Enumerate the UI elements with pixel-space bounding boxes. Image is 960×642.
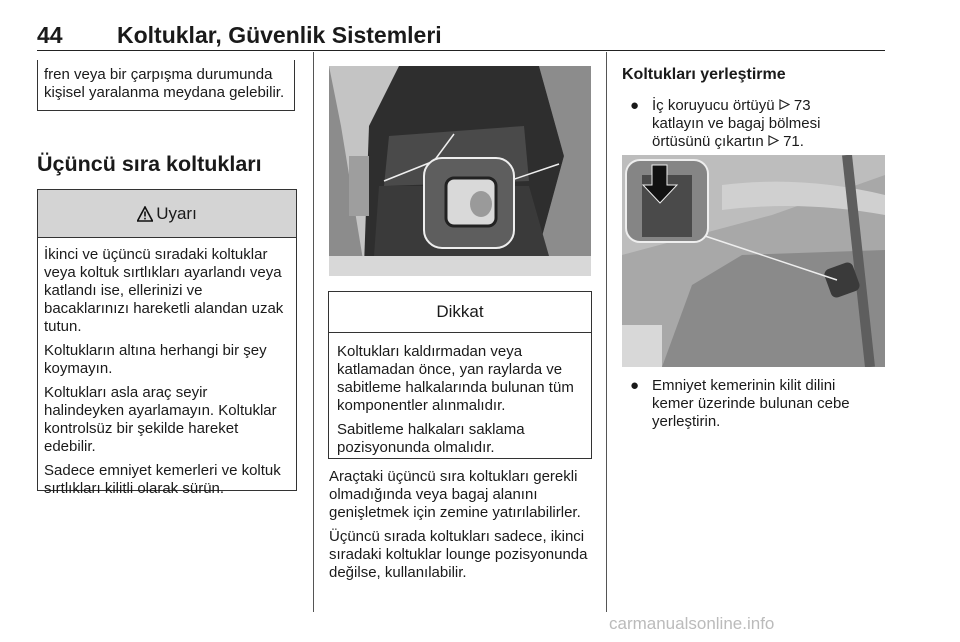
page-reference-arrow-icon: [768, 133, 779, 150]
seatbelt-photo: [622, 155, 885, 367]
warning-triangle-icon: [137, 206, 153, 222]
body-paragraph: Araçtaki üçüncü sıra koltukları gerekli olmadığında veya bagaj alanını genişletmek için zemine yatırılabilirler.: [329, 468, 581, 521]
page-reference-arrow-icon: [779, 97, 790, 114]
warning-box-continuation: [37, 60, 295, 111]
list-item: [622, 97, 862, 151]
page-number: 44: [37, 22, 63, 48]
warning-header: [38, 190, 296, 238]
warning-paragraph: Koltukların altına herhangi bir şey koymayın.: [44, 342, 267, 377]
list-item-text: İç koruyucu örtüyü: [652, 97, 775, 114]
page-reference: 73: [793, 97, 811, 114]
cargo-area-photo: [329, 66, 591, 276]
watermark: carmanualsonline.info: [609, 614, 775, 633]
section-heading: Üçüncü sıra koltukları: [37, 152, 262, 176]
column-divider-2: [606, 52, 607, 612]
warning-continuation-text: fren veya bir çarpışma durumunda kişisel yaralanma meydana gelebilir.: [44, 66, 285, 101]
subsection-heading: Koltukları yerleştirme: [622, 66, 786, 83]
body-text: [329, 468, 599, 588]
warning-title: Uyarı: [156, 203, 197, 223]
notice-paragraph: Sabitleme halkaları saklama pozisyonunda olmalıdır.: [337, 421, 525, 456]
list-item: [622, 377, 872, 431]
notice-paragraph: Koltukları kaldırmadan veya katlamadan önce, yan raylarda ve sabitleme halkalarında bulunan tüm komponentler alınmalıdır.: [337, 343, 574, 414]
warning-paragraph: İkinci ve üçüncü sıradaki koltuklar veya koltuk sırtlıkları ayarlandı veya katlandı ise, ellerinizi ve bacaklarınızı hareketli alandan uzak tutun.: [44, 246, 284, 335]
bullet-dot: ●: [630, 97, 640, 114]
warning-body: [38, 238, 296, 498]
page-header: [37, 20, 885, 51]
notice-header: Dikkat: [329, 292, 591, 333]
page-title: Koltuklar, Güvenlik Sistemleri: [117, 22, 442, 48]
warning-paragraph: Koltukları asla araç seyir halindeyken ayarlamayın. Koltuklar kontrolsüz bir şekilde hareket edebilir.: [44, 384, 277, 455]
body-paragraph: Üçüncü sırada koltukları sadece, ikinci sıradaki koltuklar lounge pozisyonunda değilse, kullanılabilir.: [329, 528, 588, 581]
warning-paragraph: Sadece emniyet kemerleri ve koltuk sırtlıkları kilitli olarak sürün.: [44, 462, 281, 497]
bullet-dot: ●: [630, 377, 640, 394]
column-divider-1: [313, 52, 314, 612]
page-reference: 71.: [783, 133, 804, 150]
list-item-text-continued: katlayın ve bagaj bölmesi örtüsünü çıkartın: [652, 115, 821, 150]
notice-box: [328, 291, 592, 459]
warning-box: [37, 189, 297, 497]
notice-body: [329, 333, 591, 457]
list-item-text: Emniyet kemerinin kilit dilini kemer üzerinde bulunan cebe yerleştirin.: [652, 377, 850, 430]
